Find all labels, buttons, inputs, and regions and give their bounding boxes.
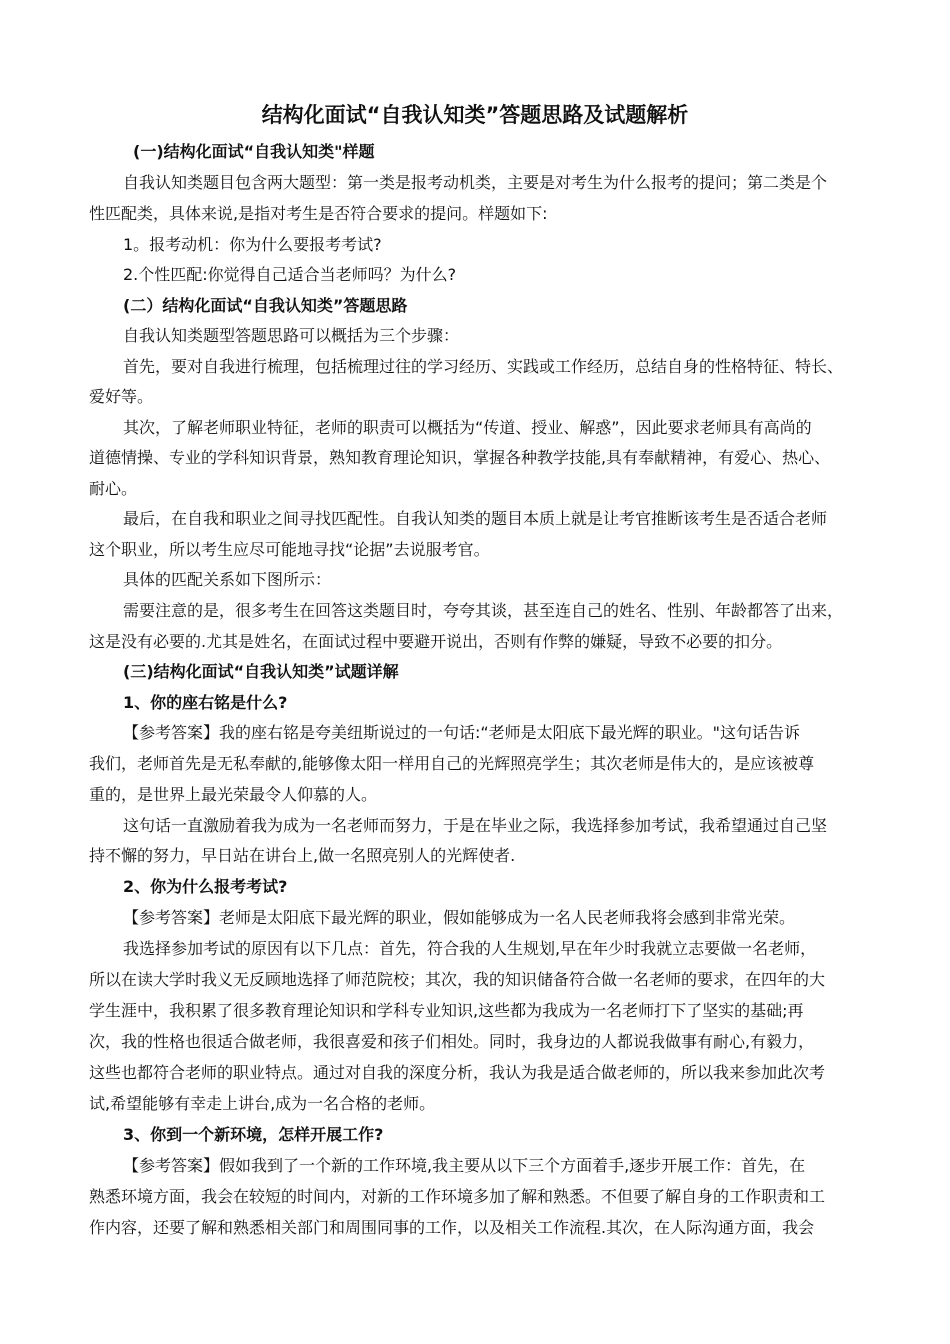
paragraph-line: 1。报考动机：你为什么要报考考试? [123, 235, 382, 254]
paragraph-line: 自我认知类题目包含两大题型：第一类是报考动机类，主要是对考生为什么报考的提问；第二类是个 [123, 173, 828, 192]
question-heading-1: 1、你的座右铭是什么? [123, 693, 288, 712]
paragraph-line: 道德情操、专业的学科知识背景，熟知教育理论知识，掌握各种教学技能,具有奉献精神，有爱心、热心、 [89, 448, 831, 467]
paragraph-line: 所以在读大学时我义无反顾地选择了师范院校；其次，我的知识储备符合做一名老师的要求，在四年的大 [89, 970, 826, 989]
paragraph-line: 最后，在自我和职业之间寻找匹配性。自我认知类的题目本质上就是让考官推断该考生是否适合老师 [123, 509, 828, 528]
paragraph-line: 作内容，还要了解和熟悉相关部门和周围同事的工作，以及相关工作流程.其次，在人际沟通方面，我会 [89, 1218, 815, 1237]
paragraph-line: 具体的匹配关系如下图所示： [123, 570, 332, 589]
paragraph-line: 【参考答案】老师是太阳底下最光辉的职业，假如能够成为一名人民老师我将会感到非常光荣。 [123, 908, 796, 927]
question-heading-2: 2、你为什么报考考试? [123, 877, 288, 896]
paragraph-line: 重的，是世界上最光荣最令人仰慕的人。 [89, 785, 378, 804]
paragraph-line: 【参考答案】假如我到了一个新的工作环境,我主要从以下三个方面着手,逐步开展工作：首先，在 [123, 1156, 806, 1175]
paragraph-line: 次，我的性格也很适合做老师，我很喜爱和孩子们相处。同时，我身边的人都说我做事有耐心,有毅力， [89, 1032, 815, 1051]
section-heading-1: (一)结构化面试“自我认知类"样题 [133, 142, 375, 161]
paragraph-line: 2.个性匹配:你觉得自己适合当老师吗？为什么? [123, 265, 457, 284]
paragraph-line: 持不懈的努力，早日站在讲台上,做一名照亮别人的光辉使者. [89, 846, 516, 865]
paragraph-line: 爱好等。 [89, 387, 154, 406]
paragraph-line: 需要注意的是，很多考生在回答这类题目时，夸夸其谈，甚至连自己的姓名、性别、年龄都答了出来， [123, 601, 844, 620]
paragraph-line: 这句话一直激励着我为成为一名老师而努力，于是在毕业之际，我选择参加考试，我希望通过自己坚 [123, 816, 828, 835]
paragraph-line: 学生涯中，我积累了很多教育理论知识和学科专业知识,这些都为我成为一名老师打下了坚实的基础;再 [89, 1001, 804, 1020]
paragraph-line: 这是没有必要的.尤其是姓名，在面试过程中要避开说出，否则有作弊的嫌疑，导致不必要的扣分。 [89, 632, 783, 651]
paragraph-line: 熟悉环境方面，我会在较短的时间内，对新的工作环境多加了解和熟悉。不但要了解自身的工作职责和工 [89, 1187, 826, 1206]
paragraph-line: 我选择参加考试的原因有以下几点：首先，符合我的人生规划,早在年少时我就立志要做一名老师， [123, 939, 817, 958]
paragraph-line: 自我认知类题型答题思路可以概括为三个步骤： [123, 326, 460, 345]
paragraph-line: 性匹配类，具体来说,是指对考生是否符合要求的提问。样题如下: [89, 204, 548, 223]
question-heading-3: 3、你到一个新环境，怎样开展工作? [123, 1125, 384, 1144]
section-heading-2: (二）结构化面试“自我认知类”答题思路 [123, 296, 408, 315]
paragraph-line: 这个职业，所以考生应尽可能地寻找“论据”去说服考官。 [89, 540, 490, 559]
paragraph-line: 我们，老师首先是无私奉献的,能够像太阳一样用自己的光辉照亮学生；其次老师是伟大的，是应该被尊 [89, 754, 815, 773]
paragraph-line: 首先，要对自我进行梳理，包括梳理过往的学习经历、实践或工作经历，总结自身的性格特征、特长、 [123, 357, 844, 376]
document-title: 结构化面试“自我认知类”答题思路及试题解析 [261, 103, 689, 127]
section-heading-3: (三)结构化面试“自我认知类”试题详解 [123, 662, 399, 681]
paragraph-line: 这些也都符合老师的职业特点。通过对自我的深度分析，我认为我是适合做老师的，所以我来参加此次考 [89, 1063, 826, 1082]
paragraph-line: 其次，了解老师职业特征，老师的职责可以概括为“传道、授业、解惑”，因此要求老师具有高尚的 [123, 418, 812, 437]
paragraph-line: 耐心。 [89, 479, 138, 498]
paragraph-line: 【参考答案】我的座右铭是夸美纽斯说过的一句话:“老师是太阳底下最光辉的职业。"这句话告诉 [123, 723, 801, 742]
paragraph-line: 试,希望能够有幸走上讲台,成为一名合格的老师。 [89, 1094, 436, 1113]
